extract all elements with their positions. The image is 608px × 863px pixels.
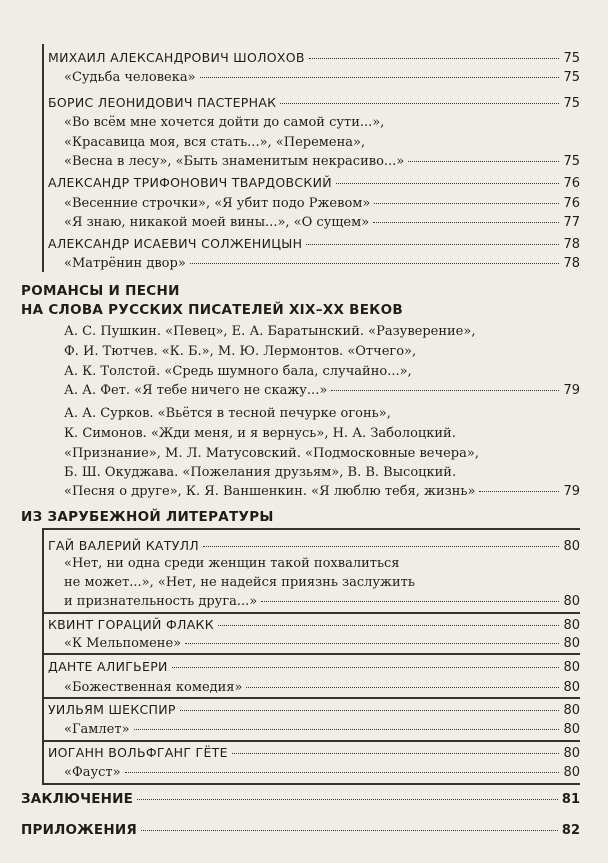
dot-leader (331, 390, 559, 391)
section-heading-foreign: ИЗ ЗАРУБЕЖНОЙ ЛИТЕРАТУРЫ (21, 509, 274, 525)
bracket-tvardovsky (42, 172, 44, 232)
page-number: 78 (563, 237, 580, 252)
page-number: 75 (563, 51, 580, 66)
romances-line-b4: Б. Ш. Окуджава. «Пожелания друзьям», В. В. Высоцкий. (64, 465, 457, 480)
toc-entry-dante-work[interactable] (64, 680, 580, 700)
dot-leader (137, 799, 558, 800)
page-number: 80 (563, 746, 580, 761)
section-heading-romances-2: НА СЛОВА РУССКИХ ПИСАТЕЛЕЙ XIX–XX ВЕКОВ (21, 302, 403, 318)
entry-title: «Судьба человека» (64, 70, 196, 85)
toc-entry-horace[interactable] (48, 617, 580, 637)
toc-entry-goethe[interactable] (48, 745, 580, 765)
dot-leader (336, 183, 560, 184)
entry-title: «Матрёнин двор» (64, 256, 186, 271)
romances-line-b3: «Признание», М. Л. Матусовский. «Подмосковные вечера», (64, 446, 479, 461)
toc-entry-catullus-works[interactable] (64, 594, 580, 614)
page-number: 78 (563, 256, 580, 271)
page-number: 80 (563, 765, 580, 780)
dot-leader (141, 830, 558, 831)
dot-leader (479, 491, 559, 492)
toc-entry-dante[interactable] (48, 659, 580, 679)
page-number: 77 (563, 215, 580, 230)
toc-entry-conclusion[interactable] (21, 791, 580, 811)
toc-entry-appendix[interactable] (21, 822, 580, 842)
dot-leader (190, 263, 560, 264)
section-heading-romances-1: РОМАНСЫ И ПЕСНИ (21, 283, 180, 299)
page-number: 81 (561, 792, 580, 807)
bracket-solzhenitsyn (42, 232, 44, 272)
bracket-pasternak (42, 92, 44, 172)
toc-entry-solzhenitsyn-work[interactable] (64, 256, 580, 276)
page-number: 80 (563, 703, 580, 718)
toc-entry-tvardovsky-works-2[interactable] (64, 215, 580, 235)
toc-entry-shakespeare-work[interactable] (64, 722, 580, 742)
dot-leader (218, 625, 560, 626)
dot-leader (374, 203, 559, 204)
pasternak-works-line-1: «Во всём мне хочется дойти до самой сути...», (64, 115, 385, 130)
toc-entry-shakespeare[interactable] (48, 702, 580, 722)
page-number: 80 (563, 636, 580, 651)
entry-title: «Весенние строчки», «Я убит подо Ржевом» (64, 196, 371, 211)
catullus-line-1: «Нет, ни одна среди женщин такой похвалиться (64, 556, 400, 571)
toc-entry-sholokhov[interactable] (48, 50, 580, 70)
page-number: 80 (563, 660, 580, 675)
entry-title: «Божественная комедия» (64, 680, 243, 695)
entry-title: «Гамлет» (64, 722, 130, 737)
entry-title: и признательность друга...» (64, 594, 258, 609)
toc-entry-sholokhov-work[interactable] (64, 70, 580, 90)
romances-line-a1: А. С. Пушкин. «Певец», Е. А. Баратынский. «Разуверение», (64, 324, 476, 339)
dot-leader (134, 729, 560, 730)
dot-leader (180, 710, 560, 711)
toc-entry-catullus[interactable] (48, 538, 580, 558)
entry-title: «Песня о друге», К. Я. Ваншенкин. «Я люблю тебя, жизнь» (64, 484, 476, 499)
dot-leader (172, 667, 560, 668)
dot-leader (280, 103, 559, 104)
toc-entry-goethe-work[interactable] (64, 765, 580, 785)
entry-title: ГАЙ ВАЛЕРИЙ КАТУЛЛ (48, 538, 200, 553)
entry-title: АЛЕКСАНДР ТРИФОНОВИЧ ТВАРДОВСКИЙ (48, 175, 332, 190)
pasternak-works-line-2: «Красавица моя, вся стать...», «Перемена», (64, 135, 366, 150)
page-number: 75 (563, 96, 580, 111)
dot-leader (200, 77, 560, 78)
page-number: 75 (563, 70, 580, 85)
romances-line-b1: А. А. Сурков. «Вьётся в тесной печурке огонь», (64, 406, 391, 421)
page-number: 76 (563, 176, 580, 191)
romances-line-a2: Ф. И. Тютчев. «К. Б.», М. Ю. Лермонтов. «Отчего», (64, 344, 417, 359)
romances-line-a3: А. К. Толстой. «Средь шумного бала, случайно...», (64, 364, 412, 379)
entry-title: «Я знаю, никакой моей вины...», «О сущем» (64, 215, 370, 230)
toc-entry-pasternak[interactable] (48, 95, 580, 115)
dot-leader (232, 753, 560, 754)
entry-title: ЗАКЛЮЧЕНИЕ (21, 791, 134, 807)
page-number: 80 (563, 722, 580, 737)
catullus-line-2: не может...», «Нет, не надейся приязнь заслужить (64, 575, 415, 590)
bracket-foreign (42, 530, 44, 785)
dot-leader (261, 601, 559, 602)
toc-entry-tvardovsky[interactable] (48, 175, 580, 195)
dot-leader (306, 244, 559, 245)
toc-entry-romances-a[interactable] (64, 383, 580, 403)
page-number: 80 (563, 594, 580, 609)
page-number: 76 (563, 196, 580, 211)
entry-title: АЛЕКСАНДР ИСАЕВИЧ СОЛЖЕНИЦЫН (48, 236, 303, 251)
toc-entry-horace-work[interactable] (64, 636, 580, 656)
entry-title: «Фауст» (64, 765, 121, 780)
dot-leader (309, 58, 560, 59)
rule-top-foreign (42, 528, 580, 530)
dot-leader (125, 772, 560, 773)
entry-title: ДАНТЕ АЛИГЬЕРИ (48, 659, 168, 674)
dot-leader (408, 161, 559, 162)
bracket-sholokhov (42, 44, 44, 92)
page-number: 80 (563, 539, 580, 554)
entry-title: ПРИЛОЖЕНИЯ (21, 822, 137, 838)
page-number: 80 (563, 680, 580, 695)
toc-entry-tvardovsky-works-1[interactable] (64, 196, 580, 216)
entry-title: А. А. Фет. «Я тебе ничего не скажу...» (64, 383, 328, 398)
entry-title: МИХАИЛ АЛЕКСАНДРОВИЧ ШОЛОХОВ (48, 50, 305, 65)
entry-title: ИОГАНН ВОЛЬФГАНГ ГЁТЕ (48, 745, 228, 760)
toc-entry-solzhenitsyn[interactable] (48, 236, 580, 256)
entry-title: БОРИС ЛЕОНИДОВИЧ ПАСТЕРНАК (48, 95, 277, 110)
dot-leader (246, 687, 559, 688)
entry-title: «Весна в лесу», «Быть знаменитым некрасиво...» (64, 154, 405, 169)
page-number: 75 (563, 154, 580, 169)
page-number: 80 (563, 618, 580, 633)
toc-entry-pasternak-works[interactable] (64, 154, 580, 174)
entry-title: «К Мельпомене» (64, 636, 182, 651)
dot-leader (203, 546, 559, 547)
entry-title: КВИНТ ГОРАЦИЙ ФЛАКК (48, 617, 214, 632)
toc-entry-romances-b[interactable] (64, 484, 580, 504)
dot-leader (373, 222, 559, 223)
dot-leader (185, 643, 559, 644)
page-number: 82 (561, 823, 580, 838)
page-number: 79 (563, 484, 580, 499)
entry-title: УИЛЬЯМ ШЕКСПИР (48, 702, 176, 717)
romances-line-b2: К. Симонов. «Жди меня, и я вернусь», Н. А. Заболоцкий. (64, 426, 456, 441)
page-number: 79 (563, 383, 580, 398)
